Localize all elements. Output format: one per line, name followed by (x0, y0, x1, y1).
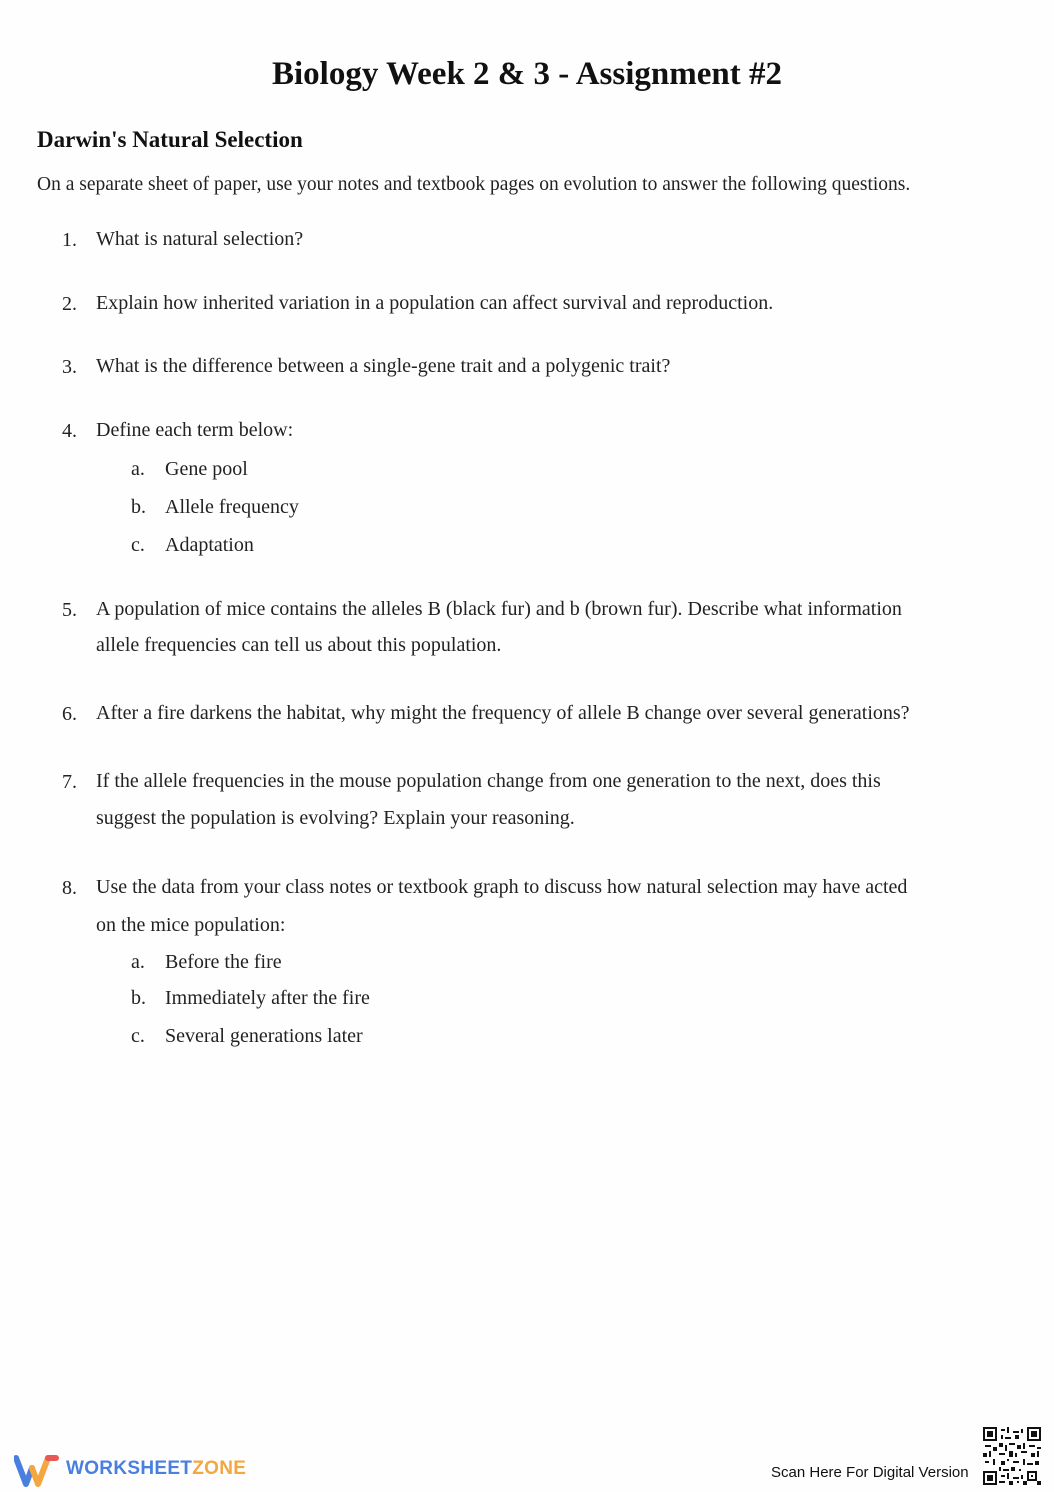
question-text-line-2: allele frequencies can tell us about this population. (96, 634, 502, 656)
question-text-line-2: suggest the population is evolving? Explain your reasoning. (96, 807, 575, 829)
question-text-line-1: If the allele frequencies in the mouse population change from one generation to the next, does this (96, 770, 881, 792)
sub-item-text: Gene pool (165, 458, 248, 480)
logo-word-worksheet: WORKSHEET (66, 1458, 193, 1479)
question-text: After a fire darkens the habitat, why might the frequency of allele B change over several generations? (96, 702, 910, 724)
sub-item-letter: b. (131, 496, 146, 518)
sub-item-text: Before the fire (165, 951, 282, 973)
question-number: 3. (62, 356, 77, 378)
qr-code-icon[interactable] (983, 1427, 1041, 1485)
sub-item-letter: a. (131, 951, 145, 973)
intro-text: On a separate sheet of paper, use your notes and textbook pages on evolution to answer the following questions. (37, 174, 911, 195)
question-text: What is the difference between a single-gene trait and a polygenic trait? (96, 355, 671, 377)
question-text-line-1: Use the data from your class notes or textbook graph to discuss how natural selection may have acted (96, 876, 908, 898)
sub-item-text: Immediately after the fire (165, 987, 370, 1009)
question-text-line-2: on the mice population: (96, 914, 286, 936)
question-number: 7. (62, 771, 77, 793)
question-number: 8. (62, 877, 77, 899)
question-text: Define each term below: (96, 419, 294, 441)
logo-word-zone: ZONE (192, 1458, 247, 1479)
worksheetzone-logo-text[interactable] (66, 1458, 246, 1480)
question-number: 4. (62, 420, 77, 442)
question-text-line-1: A population of mice contains the alleles B (black fur) and b (brown fur). Describe what information (96, 598, 902, 620)
sub-item-letter: a. (131, 458, 145, 480)
sub-item-letter: b. (131, 987, 146, 1009)
question-number: 6. (62, 703, 77, 725)
question-number: 5. (62, 599, 77, 621)
sub-item-text: Several generations later (165, 1025, 363, 1047)
sub-item-text: Adaptation (165, 534, 254, 556)
sub-item-text: Allele frequency (165, 496, 299, 518)
worksheetzone-logo-icon (14, 1454, 60, 1488)
sub-item-letter: c. (131, 534, 145, 556)
question-text: What is natural selection? (96, 228, 304, 250)
page-title: Biology Week 2 & 3 - Assignment #2 (271, 56, 782, 92)
section-heading: Darwin's Natural Selection (37, 127, 303, 152)
question-number: 2. (62, 293, 77, 315)
question-number: 1. (62, 229, 77, 251)
question-text: Explain how inherited variation in a population can affect survival and reproduction. (96, 292, 774, 314)
sub-item-letter: c. (131, 1025, 145, 1047)
scan-here-text: Scan Here For Digital Version (771, 1464, 969, 1481)
